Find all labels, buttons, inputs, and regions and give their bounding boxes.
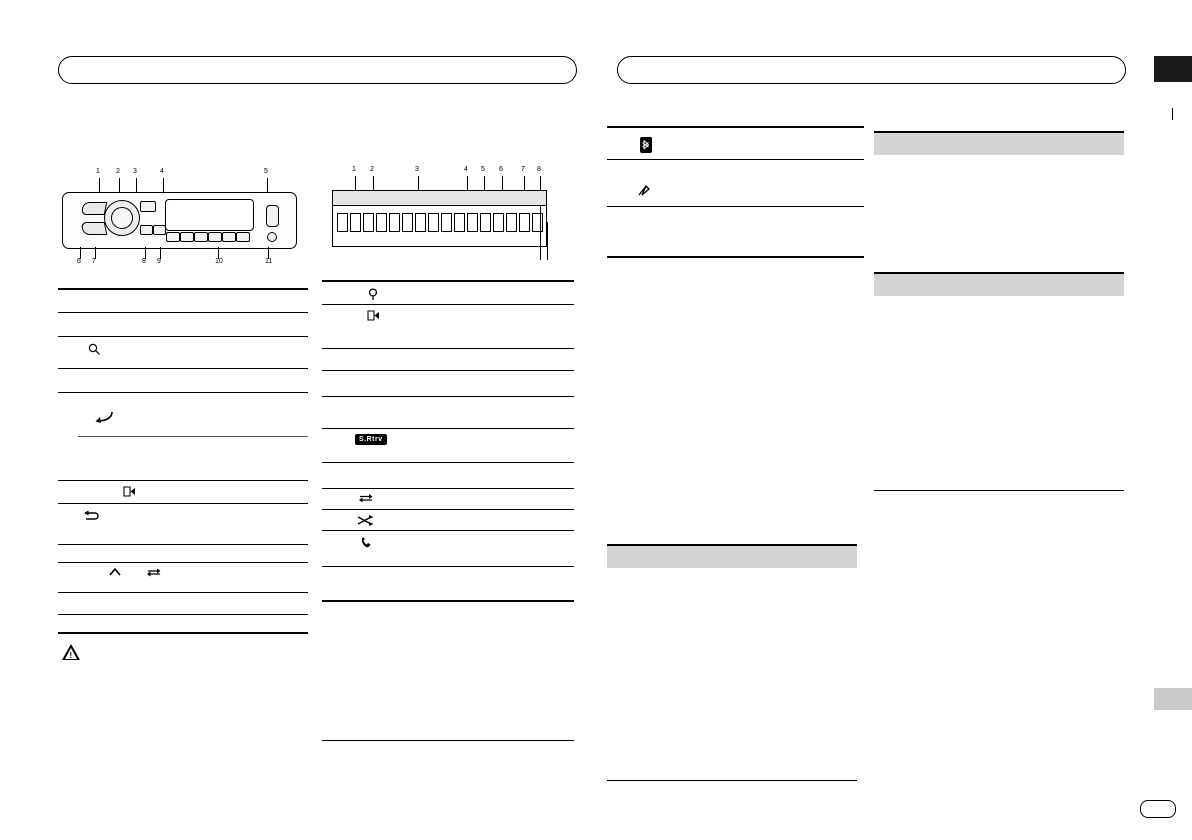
table-rule: [58, 368, 308, 369]
callout-2: 2: [116, 168, 120, 175]
page-tab-grey: [1154, 688, 1192, 710]
table-rule: [322, 428, 574, 429]
preset-button-5[interactable]: [222, 232, 236, 242]
connector-pin: [363, 213, 374, 232]
callout-3: 3: [133, 168, 137, 175]
registration-mark: [1172, 108, 1173, 120]
search-icon: [368, 288, 381, 301]
left-upper-button[interactable]: [81, 202, 108, 215]
table-rule: [322, 488, 574, 489]
up-arrow-icon: [108, 566, 122, 579]
repeat-icon: [358, 492, 374, 505]
volume-knob-center[interactable]: [111, 207, 133, 229]
connector-pin: [506, 213, 517, 232]
table-rule: [322, 280, 574, 282]
table-rule: [58, 336, 308, 337]
table-rule: [58, 544, 308, 545]
connector-pin: [519, 213, 530, 232]
detach-button[interactable]: [267, 232, 277, 242]
connector-pin: [454, 213, 465, 232]
callout-10: 10: [215, 258, 223, 265]
conn-callout-7: 7: [521, 166, 525, 173]
conn-callout-6: 6: [499, 166, 503, 173]
connector-pin: [376, 213, 387, 232]
left-page-header-bar: [58, 56, 577, 84]
preset-button-3[interactable]: [194, 232, 208, 242]
connector-pin: [350, 213, 361, 232]
lower-right-button[interactable]: [140, 225, 153, 235]
callout-4: 4: [160, 168, 164, 175]
eject-button[interactable]: [266, 205, 279, 227]
connector-pin: [480, 213, 491, 232]
bluetooth-icon: [640, 137, 652, 153]
connector-pin: [389, 213, 400, 232]
table-rule: [322, 600, 574, 602]
conn-callout-2: 2: [370, 166, 374, 173]
connector-pin: [532, 213, 543, 232]
page-number-badge: [1140, 800, 1176, 818]
conn-callout-8: 8: [537, 166, 541, 173]
table-rule: [58, 632, 308, 634]
column-end-rule: [322, 740, 574, 741]
conn-callout-4: 4: [464, 166, 468, 173]
table-rule: [322, 462, 574, 463]
preset-button-2[interactable]: [180, 232, 194, 242]
table-rule: [607, 206, 864, 207]
sound-retriever-badge: S.Rtrv: [355, 434, 387, 445]
table-rule: [607, 159, 864, 160]
antenna-icon: [637, 184, 651, 198]
connector-pin: [493, 213, 504, 232]
section-heading-1: [607, 544, 857, 568]
callout-11: 11: [265, 258, 273, 265]
callout-8: 8: [142, 258, 146, 265]
table-rule: [58, 288, 308, 290]
conn-callout-5: 5: [481, 166, 485, 173]
table-rule: [58, 592, 308, 593]
conn-callout-3: 3: [415, 166, 419, 173]
eject-icon: [366, 309, 380, 322]
lower-right-button-2[interactable]: [153, 225, 166, 235]
leader-line: [547, 222, 548, 260]
section-end-rule: [874, 490, 1124, 491]
unit-display: [165, 199, 254, 231]
warning-exclamation: !: [69, 651, 73, 660]
table-rule: [58, 392, 308, 393]
table-rule: [322, 530, 574, 531]
return-icon: [82, 509, 100, 523]
phone-icon: [360, 536, 373, 549]
right-page-header-bar: [617, 56, 1126, 84]
connector-pin: [441, 213, 452, 232]
connector-pin: [415, 213, 426, 232]
left-lower-button[interactable]: [81, 222, 108, 235]
repeat-icon: [146, 566, 162, 579]
table-rule: [58, 614, 308, 615]
table-rule: [322, 509, 574, 510]
connector-pin: [467, 213, 478, 232]
callout-5: 5: [264, 168, 268, 175]
table-rule: [58, 503, 308, 504]
connector-pin: [402, 213, 413, 232]
leader-line: [540, 205, 541, 260]
table-subrule: [78, 436, 308, 437]
page-tab-dark-top: [1154, 56, 1192, 82]
table-rule: [607, 126, 864, 128]
preset-button-1[interactable]: [166, 232, 180, 242]
table-rule: [58, 312, 308, 313]
conn-callout-1: 1: [352, 166, 356, 173]
back-arrow-icon: [94, 410, 114, 424]
shuffle-icon: [357, 514, 375, 527]
callout-6: 6: [77, 258, 81, 265]
search-icon: [88, 343, 101, 356]
section-heading-2: [874, 131, 1124, 155]
connector-pin: [337, 213, 348, 232]
callout-7: 7: [92, 258, 96, 265]
connector-pin: [428, 213, 439, 232]
eject-icon: [122, 485, 136, 498]
table-rule: [322, 396, 574, 397]
section-end-rule: [607, 780, 857, 781]
preset-button-4[interactable]: [208, 232, 222, 242]
table-rule: [322, 348, 574, 349]
section-heading-3: [874, 272, 1124, 296]
table-rule: [607, 256, 864, 258]
upper-right-button[interactable]: [140, 201, 156, 212]
preset-button-6[interactable]: [236, 232, 250, 242]
table-rule: [58, 562, 308, 563]
table-rule: [322, 370, 574, 371]
table-rule: [58, 480, 308, 481]
table-rule: [322, 566, 574, 567]
callout-1: 1: [96, 168, 100, 175]
table-rule: [322, 304, 574, 305]
callout-9: 9: [157, 258, 161, 265]
